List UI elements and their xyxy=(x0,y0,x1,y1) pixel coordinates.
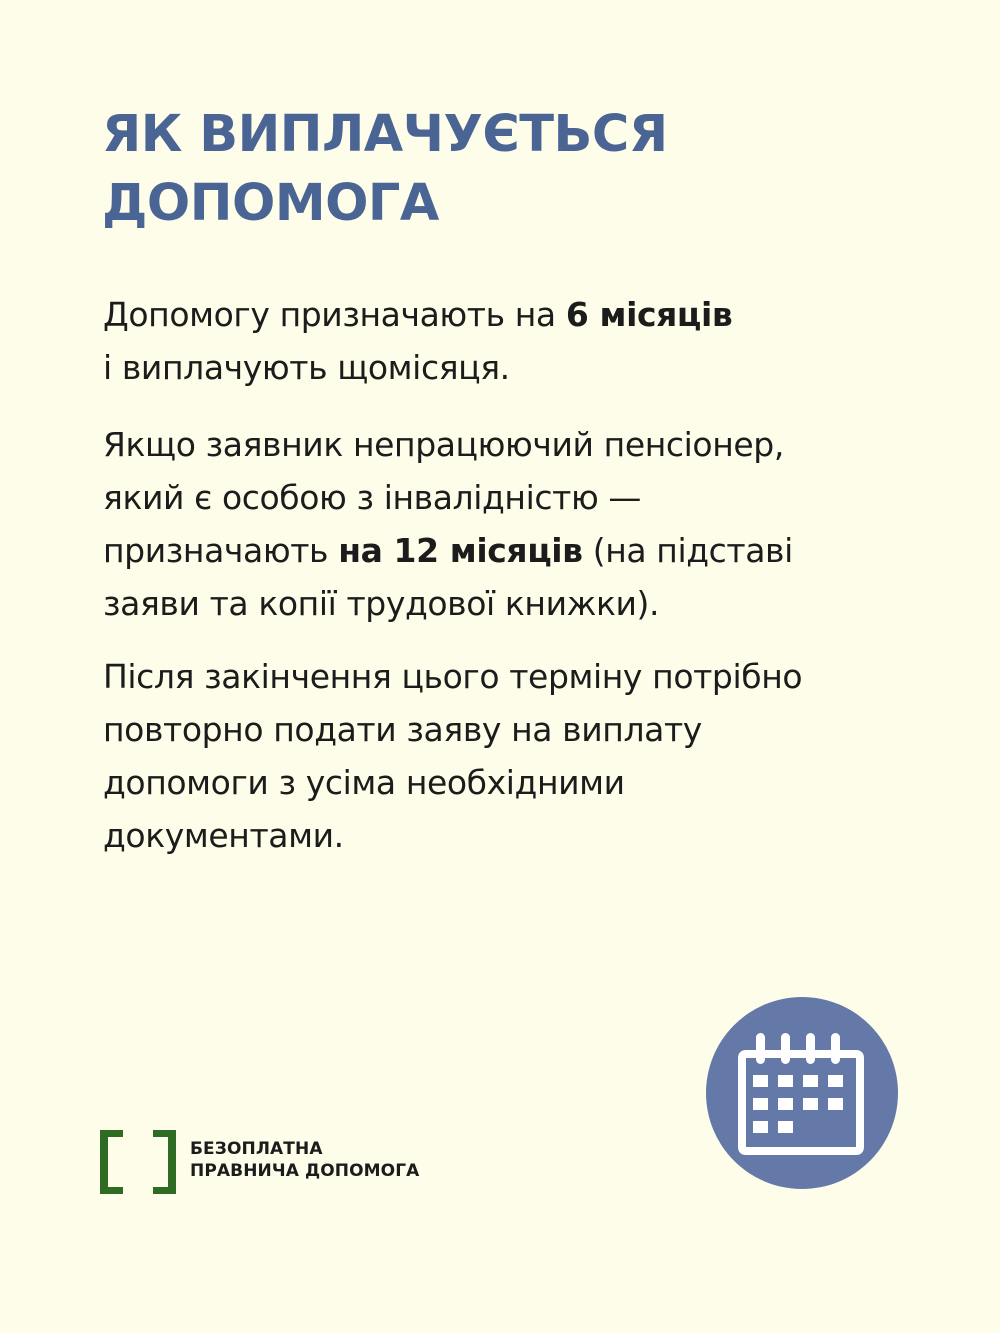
paragraph-line: документами. xyxy=(103,816,344,855)
paragraph-pensioner xyxy=(103,418,913,630)
paragraph-line: який є особою з інвалідністю — xyxy=(103,478,642,517)
paragraph-line xyxy=(103,524,913,577)
logo-line-1: БЕЗОПЛАТНА xyxy=(190,1139,323,1159)
paragraph-line: і виплачують щомісяця. xyxy=(103,348,510,387)
logo-text xyxy=(190,1138,419,1182)
text-run: (на підставі xyxy=(582,531,793,570)
paragraph-reapply xyxy=(103,650,913,862)
text-run: Допомогу призначають на xyxy=(103,295,566,334)
paragraph-line: повторно подати заяву на виплату xyxy=(103,710,702,749)
title-line-2: ДОПОМОГА xyxy=(102,174,439,233)
legal-aid-logo xyxy=(99,1130,459,1194)
paragraph-line: допомоги з усіма необхідними xyxy=(103,763,625,802)
title-line-1: ЯК ВИПЛАЧУЄТЬСЯ xyxy=(102,105,668,164)
text-run: призначають xyxy=(103,531,339,570)
bold-text: на 12 місяців xyxy=(338,531,583,570)
bold-text: 6 місяців xyxy=(565,295,733,334)
bracket-logo-icon xyxy=(99,1130,177,1194)
page-title xyxy=(102,100,922,238)
paragraph-line: Після закінчення цього терміну потрібно xyxy=(103,657,803,696)
paragraph-line xyxy=(103,288,913,341)
calendar-icon xyxy=(706,997,898,1189)
paragraph-line: заяви та копії трудової книжки). xyxy=(103,584,660,623)
paragraph-duration xyxy=(103,288,913,394)
logo-line-2: ПРАВНИЧА ДОПОМОГА xyxy=(190,1161,420,1181)
paragraph-line: Якщо заявник непрацюючий пенсіонер, xyxy=(103,425,784,464)
